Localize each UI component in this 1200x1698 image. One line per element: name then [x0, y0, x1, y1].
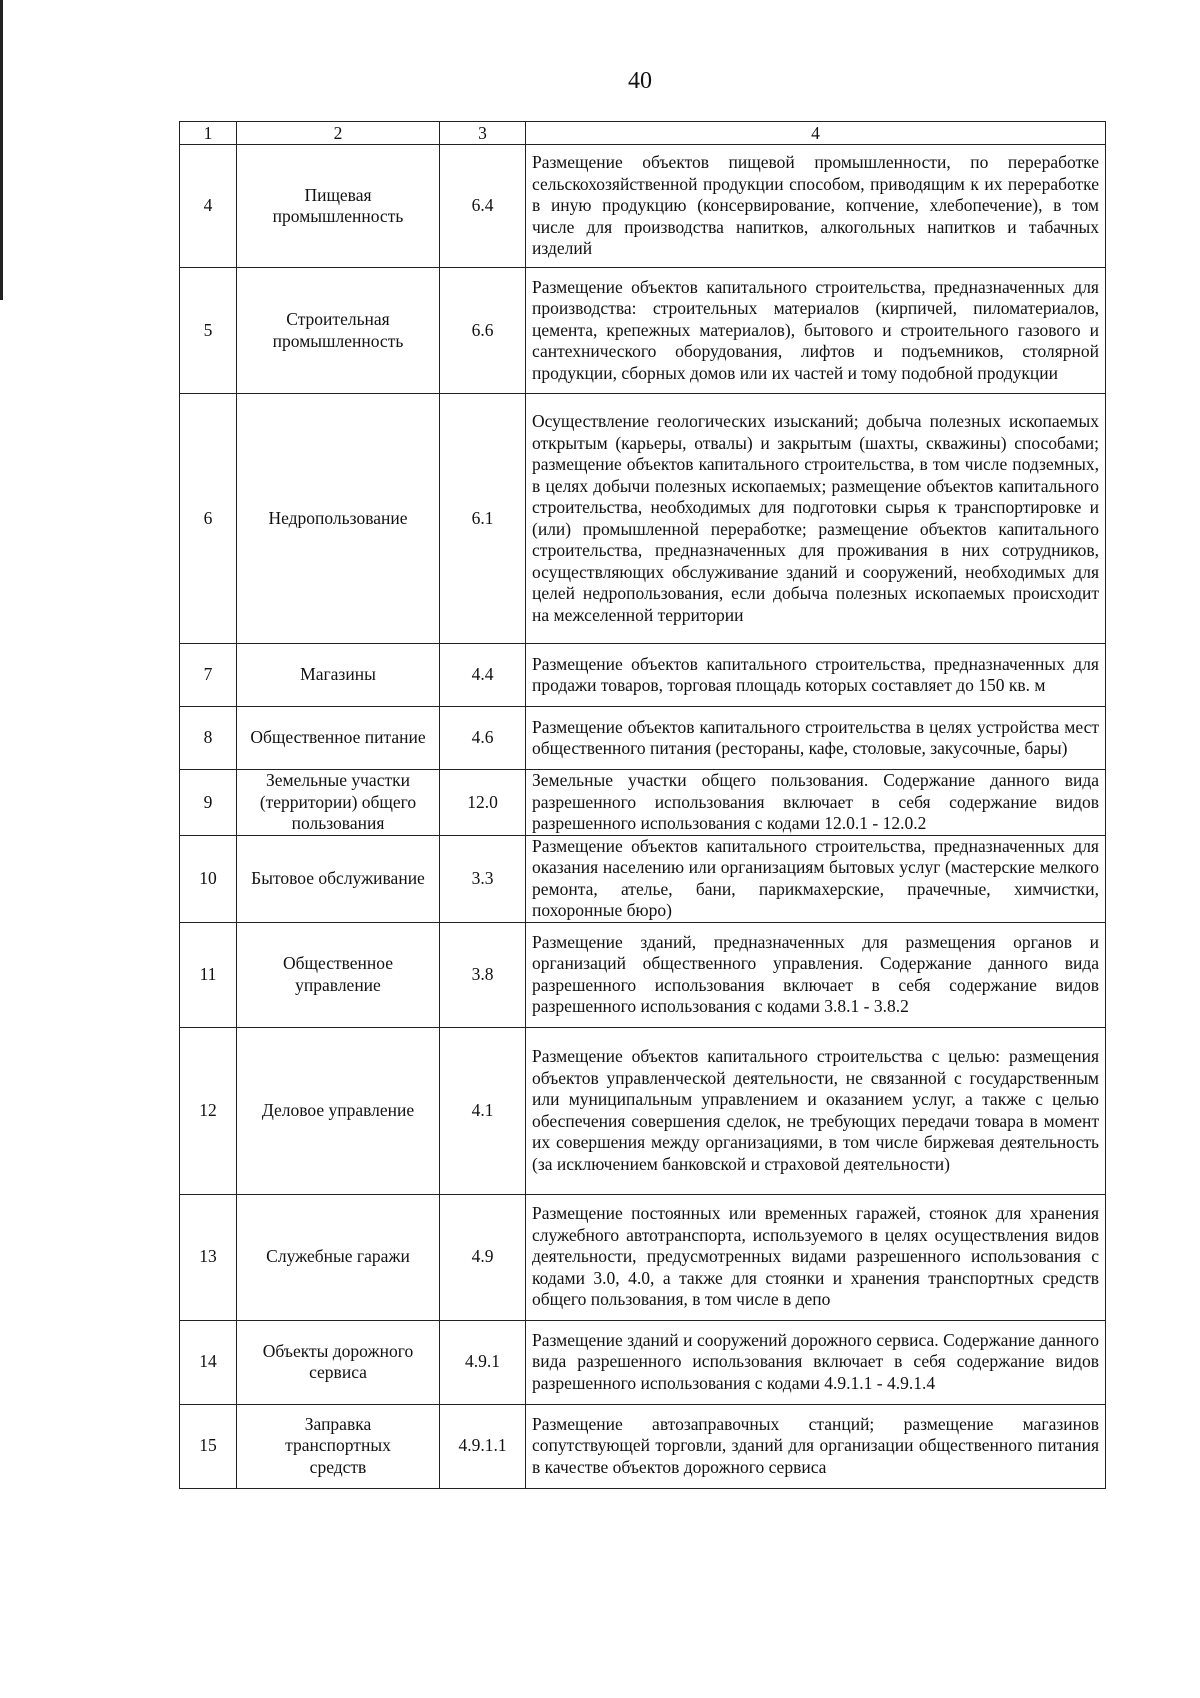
use-type-description: Размещение объектов капитального строительства, предназначенных для продажи товаров, торговая площадь которых составляет до 150 кв. м [526, 644, 1106, 707]
use-type-description: Размещение объектов пищевой промышленности, по переработке сельскохозяйственной продукции способом, приводящим к их переработке в иную продукцию (консервирование, копчение, хлебопечение), в том числе для производства напитков, алкогольных напитков и табачных изделий [526, 145, 1106, 268]
use-type-code: 3.8 [440, 922, 526, 1027]
use-type-name: Строительная промышленность [237, 268, 440, 394]
column-header: 3 [440, 122, 526, 145]
row-number: 15 [180, 1404, 237, 1488]
use-type-name: Общественное управление [237, 922, 440, 1027]
table-row [180, 707, 1106, 770]
use-type-code: 4.9 [440, 1194, 526, 1320]
row-number: 11 [180, 922, 237, 1027]
row-number: 7 [180, 644, 237, 707]
use-type-description: Размещение зданий, предназначенных для размещения органов и организаций общественного управления. Содержание данного вида разрешенного использования включает в себя содержание видов разрешенного использования с кодами 3.8.1 - 3.8.2 [526, 922, 1106, 1027]
table-row [180, 770, 1106, 836]
use-type-code: 6.4 [440, 145, 526, 268]
row-number: 13 [180, 1194, 237, 1320]
use-type-description: Размещение объектов капитального строительства, предназначенных для производства: строительных материалов (кирпичей, пиломатериалов, цемента, крепежных материалов), бытового и строительного газового и сантехнического оборудования, лифтов и подъемников, столярной продукции, сборных домов или их частей и тому подобной продукции [526, 268, 1106, 394]
use-type-code: 4.9.1 [440, 1320, 526, 1404]
use-type-description: Осуществление геологических изысканий; добыча полезных ископаемых открытым (карьеры, отвалы) и закрытым (шахты, скважины) способами; размещение объектов капитального строительства, в том числе подземных, в целях добычи полезных ископаемых; размещение объектов капитального строительства, необходимых для подготовки сырья к транспортировке и (или) промышленной переработке; размещение объектов капитального строительства, предназначенных для проживания в них сотрудников, осуществляющих обслуживание зданий и сооружений, необходимых для целей недропользования, если добыча полезных ископаемых происходит на межселенной территории [526, 394, 1106, 644]
row-number: 5 [180, 268, 237, 394]
table-row [180, 1194, 1106, 1320]
use-type-code: 3.3 [440, 835, 526, 922]
use-type-name: Общественное питание [237, 707, 440, 770]
table-header-row [180, 122, 1106, 145]
table-row [180, 922, 1106, 1027]
table-row [180, 1320, 1106, 1404]
page-number: 40 [628, 68, 652, 94]
column-header: 2 [237, 122, 440, 145]
row-number: 6 [180, 394, 237, 644]
table-row [180, 394, 1106, 644]
use-type-name: Деловое управление [237, 1027, 440, 1194]
use-type-description: Размещение объектов капитального строительства с целью: размещения объектов управленческой деятельности, не связанной с государственным или муниципальным управлением и оказанием услуг, а также с целью обеспечения совершения сделок, не требующих передачи товара в момент их совершения между организациями, в том числе биржевая деятельность (за исключением банковской и страховой деятельности) [526, 1027, 1106, 1194]
use-type-name: Земельные участки (территории) общего пользования [237, 770, 440, 836]
table-row [180, 1027, 1106, 1194]
use-type-description: Размещение зданий и сооружений дорожного сервиса. Содержание данного вида разрешенного использования включает в себя содержание видов разрешенного использования с кодами 4.9.1.1 - 4.9.1.4 [526, 1320, 1106, 1404]
table-row [180, 644, 1106, 707]
use-type-description: Размещение автозаправочных станций; размещение магазинов сопутствующей торговли, зданий для организации общественного питания в качестве объектов дорожного сервиса [526, 1404, 1106, 1488]
row-number: 4 [180, 145, 237, 268]
use-type-description: Земельные участки общего пользования. Содержание данного вида разрешенного использования включает в себя содержание видов разрешенного использования с кодами 12.0.1 - 12.0.2 [526, 770, 1106, 836]
row-number: 9 [180, 770, 237, 836]
use-type-code: 4.9.1.1 [440, 1404, 526, 1488]
use-type-code: 12.0 [440, 770, 526, 836]
table-row [180, 268, 1106, 394]
use-type-name: Заправка транспортных средств [237, 1404, 440, 1488]
use-type-description: Размещение постоянных или временных гаражей, стоянок для хранения служебного автотранспорта, используемого в целях осуществления видов деятельности, предусмотренных видами разрешенного использования с кодами 3.0, 4.0, а также для стоянки и хранения транспортных средств общего пользования, в том числе в депо [526, 1194, 1106, 1320]
scan-edge [0, 0, 3, 300]
use-type-name: Служебные гаражи [237, 1194, 440, 1320]
use-type-code: 4.1 [440, 1027, 526, 1194]
use-type-name: Пищевая промышленность [237, 145, 440, 268]
land-use-table [179, 121, 1106, 1489]
row-number: 8 [180, 707, 237, 770]
use-type-code: 4.4 [440, 644, 526, 707]
use-type-code: 6.6 [440, 268, 526, 394]
use-type-description: Размещение объектов капитального строительства в целях устройства мест общественного питания (рестораны, кафе, столовые, закусочные, бары) [526, 707, 1106, 770]
row-number: 12 [180, 1027, 237, 1194]
use-type-code: 6.1 [440, 394, 526, 644]
use-type-name: Объекты дорожного сервиса [237, 1320, 440, 1404]
use-type-description: Размещение объектов капитального строительства, предназначенных для оказания населению или организациям бытовых услуг (мастерские мелкого ремонта, ателье, бани, парикмахерские, прачечные, химчистки, похоронные бюро) [526, 835, 1106, 922]
row-number: 14 [180, 1320, 237, 1404]
use-type-name: Бытовое обслуживание [237, 835, 440, 922]
use-type-name: Магазины [237, 644, 440, 707]
table-row [180, 1404, 1106, 1488]
table-row [180, 145, 1106, 268]
use-type-name: Недропользование [237, 394, 440, 644]
column-header: 4 [526, 122, 1106, 145]
column-header: 1 [180, 122, 237, 145]
table-row [180, 835, 1106, 922]
use-type-code: 4.6 [440, 707, 526, 770]
row-number: 10 [180, 835, 237, 922]
